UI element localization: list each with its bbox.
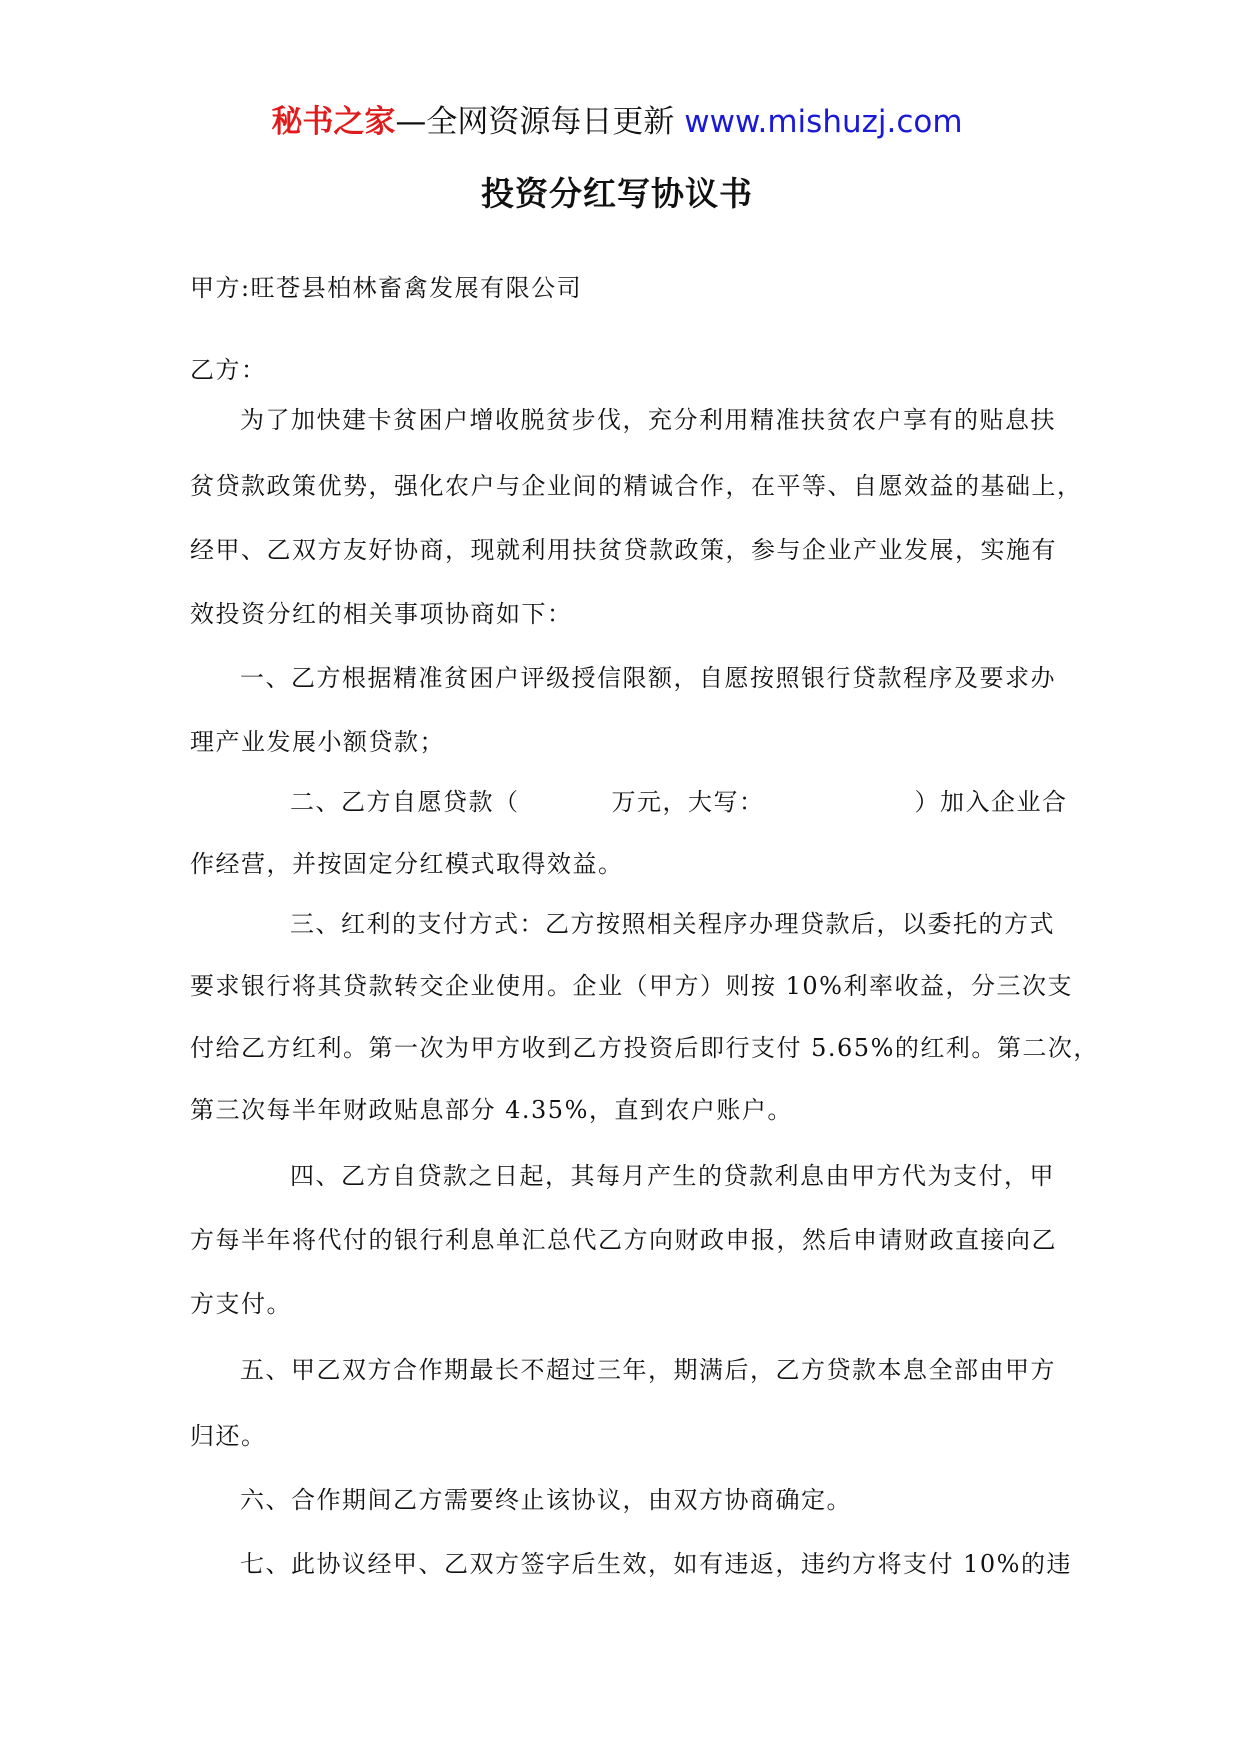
clause-4-line-1: 四、乙方自贷款之日起，其每月产生的贷款利息由甲方代为支付，甲	[290, 1162, 1055, 1190]
intro-line-1: 为了加快建卡贫困户增收脱贫步伐，充分利用精准扶贫农户享有的贴息扶	[240, 406, 1056, 434]
clause-4-line-3: 方支付。	[190, 1290, 292, 1318]
clause-2-part-1: 二、乙方自愿贷款（	[290, 788, 520, 816]
clause-3-line-3: 付给乙方红利。第一次为甲方收到乙方投资后即行支付 5.65%的红利。第二次，	[190, 1034, 1099, 1062]
clause-4-line-2: 方每半年将代付的银行利息单汇总代乙方向财政申报，然后申请财政直接向乙	[190, 1226, 1057, 1254]
brand-name: 秘书之家	[271, 104, 396, 140]
clause-1-line-2: 理产业发展小额贷款；	[190, 728, 445, 756]
clause-2-part-3: ）加入企业合	[914, 788, 1068, 816]
clause-2-line-2: 作经营，并按固定分红模式取得效益。	[190, 850, 624, 878]
clause-6-line-1: 六、合作期间乙方需要终止该协议，由双方协商确定。	[240, 1486, 852, 1514]
intro-line-2: 贫贷款政策优势，强化农户与企业间的精诚合作，在平等、自愿效益的基础上，	[190, 472, 1083, 500]
clause-3-line-2: 要求银行将其贷款转交企业使用。企业（甲方）则按 10%利率收益，分三次支	[190, 972, 1073, 1000]
site-url: www.mishuzj.com	[684, 104, 963, 140]
document-title: 投资分红写协议书	[481, 174, 753, 213]
clause-5-line-1: 五、甲乙双方合作期最长不超过三年，期满后，乙方贷款本息全部由甲方	[240, 1356, 1056, 1384]
intro-line-4: 效投资分红的相关事项协商如下：	[190, 600, 573, 628]
clause-7-line-1: 七、此协议经甲、乙双方签字后生效，如有违返，违约方将支付 10%的违	[240, 1550, 1072, 1578]
clause-5-line-2: 归还。	[190, 1422, 267, 1450]
slogan: —全网资源每日更新	[395, 104, 675, 140]
clause-3-line-1: 三、红利的支付方式：乙方按照相关程序办理贷款后，以委托的方式	[290, 910, 1055, 938]
site-banner	[0, 100, 1234, 144]
clause-1-line-1: 一、乙方根据精准贫困户评级授信限额，自愿按照银行贷款程序及要求办	[240, 664, 1056, 692]
clause-3-line-4: 第三次每半年财政贴息部分 4.35%，直到农户账户。	[190, 1096, 793, 1124]
party-b: 乙方：	[190, 356, 267, 384]
clause-2-part-2: 万元，大写：	[611, 788, 765, 816]
party-a: 甲方:旺苍县柏林畜禽发展有限公司	[190, 274, 583, 302]
clause-2-line-1	[290, 784, 1068, 820]
intro-line-3: 经甲、乙双方友好协商，现就利用扶贫贷款政策，参与企业产业发展，实施有	[190, 536, 1057, 564]
